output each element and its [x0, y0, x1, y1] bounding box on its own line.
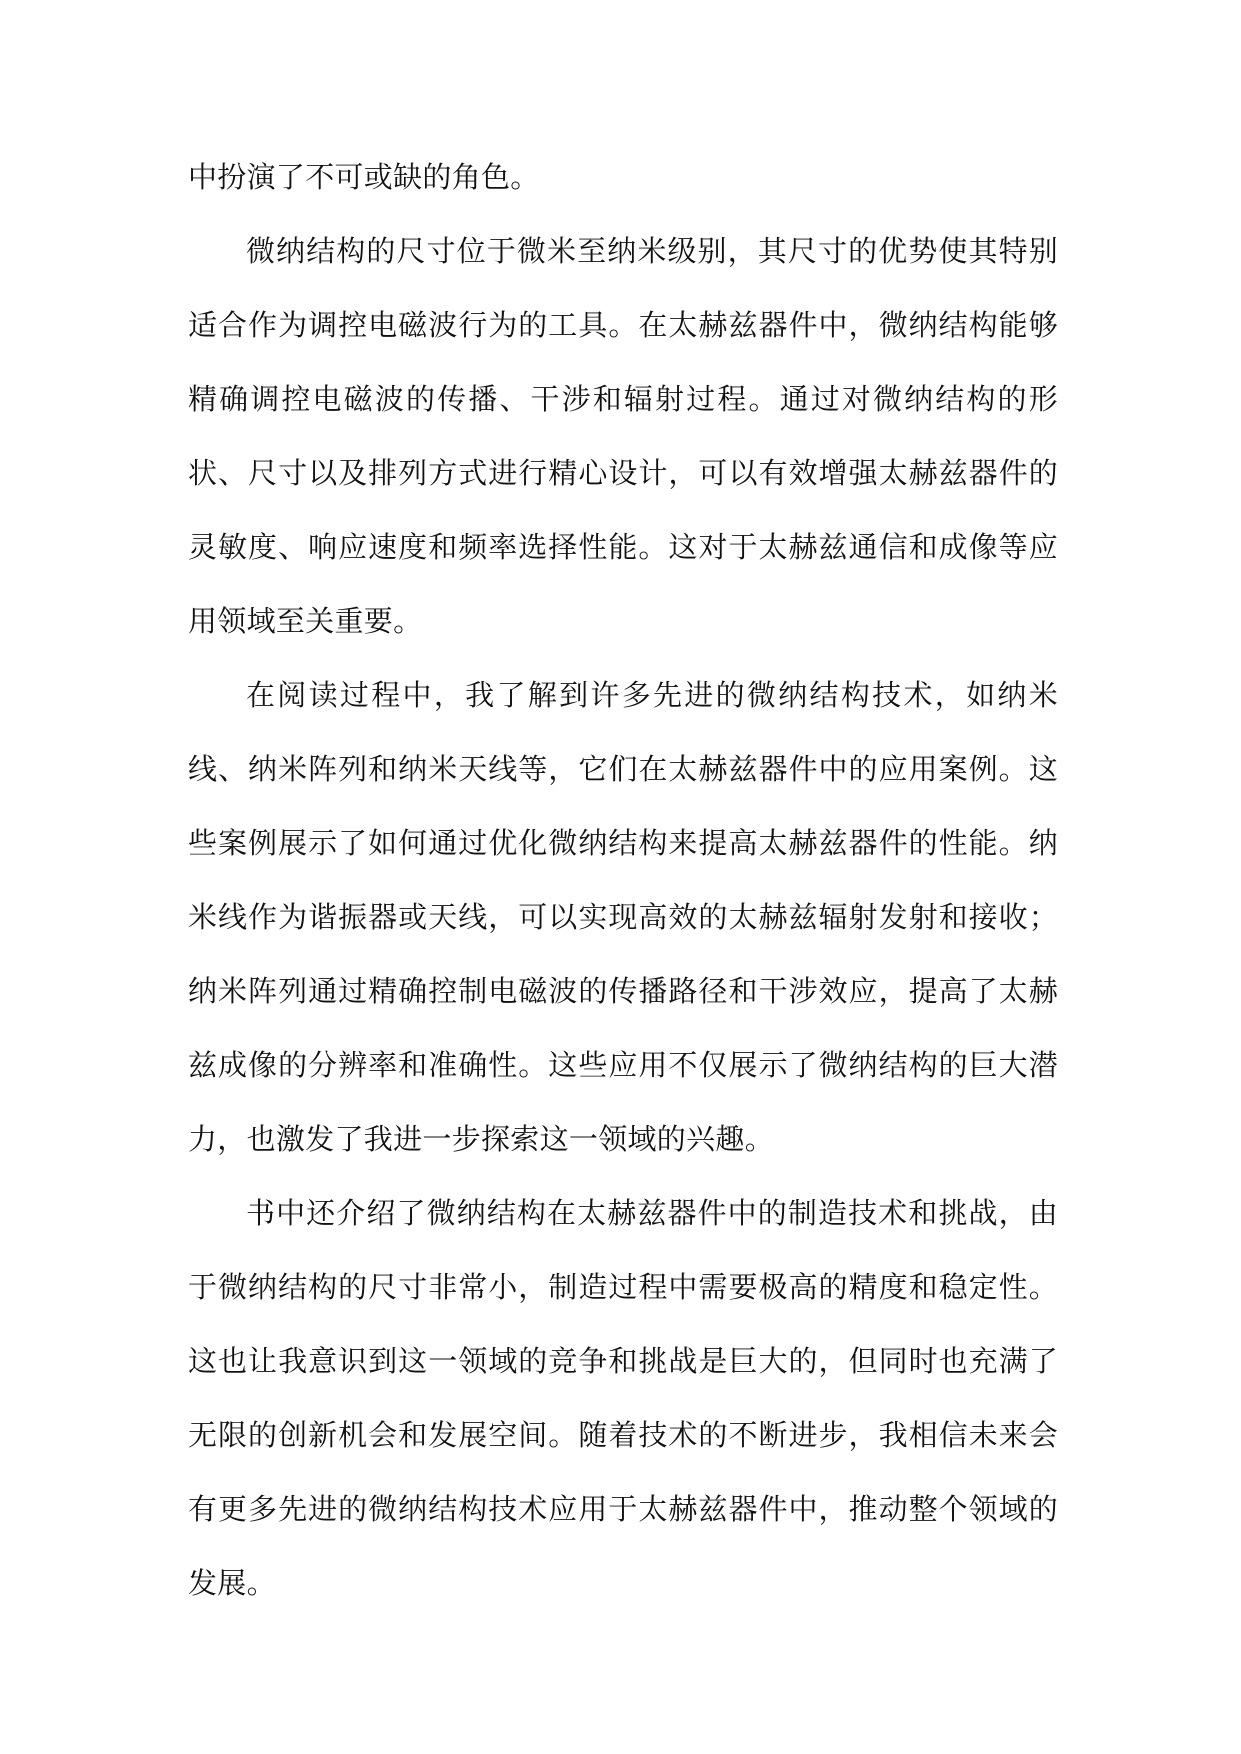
paragraph-reading-cases: 在阅读过程中，我了解到许多先进的微纳结构技术，如纳米线、纳米阵列和纳米天线等，它们在太赫兹器件中的应用案例。这些案例展示了如何通过优化微纳结构来提高太赫兹器件的性能。纳米线作为谐振器或天线，可以实现高效的太赫兹辐射发射和接收；纳米阵列通过精确控制电磁波的传播路径和干涉效应，提高了太赫兹成像的分辨率和准确性。这些应用不仅展示了微纳结构的巨大潜力，也激发了我进一步探索这一领域的兴趣。: [188, 678, 1058, 1156]
paragraph-micro-nano-size: 微纳结构的尺寸位于微米至纳米级别，其尺寸的优势使其特别适合作为调控电磁波行为的工具。在太赫兹器件中，微纳结构能够精确调控电磁波的传播、干涉和辐射过程。通过对微纳结构的形状、尺寸以及排列方式进行精心设计，可以有效增强太赫兹器件的灵敏度、响应速度和频率选择性能。这对于太赫兹通信和成像等应用领域至关重要。: [188, 234, 1058, 638]
paragraph-continuation: 中扮演了不可或缺的角色。: [188, 160, 540, 194]
paragraph-manufacturing: 书中还介绍了微纳结构在太赫兹器件中的制造技术和挑战，由于微纳结构的尺寸非常小，制造过程中需要极高的精度和稳定性。这也让我意识到这一领域的竞争和挑战是巨大的，但同时也充满了无限的创新机会和发展空间。随着技术的不断进步，我相信未来会有更多先进的微纳结构技术应用于太赫兹器件中，推动整个领域的发展。: [188, 1196, 1058, 1600]
document-body: [188, 140, 1058, 1620]
